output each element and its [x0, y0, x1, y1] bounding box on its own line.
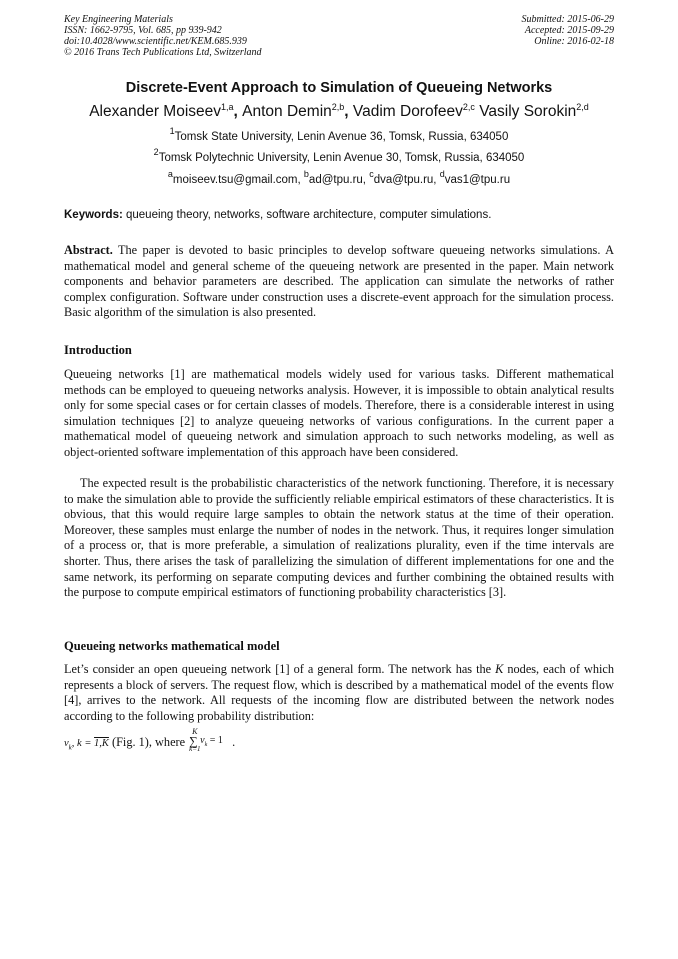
sum-body-v: v [200, 735, 205, 746]
sum-upper-limit: K [192, 727, 198, 736]
email-address[interactable]: moiseev.tsu@gmail.com, [172, 174, 304, 186]
section-heading-introduction: Introduction [64, 343, 132, 357]
section-heading-model: Queueing networks mathematical model [64, 639, 280, 653]
email-address[interactable]: ad@tpu.ru, [308, 174, 370, 186]
abstract-text: The paper is devoted to basic principles to develop software queueing networks simulations. A mathematical model and general scheme of the queueing network are presented in the paper. Main network components and behavior parameters are described. The application can simulate the networks of rather complex configuration. Software under construction uses a discrete-event approach for the simulation process. Basic algorithm of the simulation is also presented. [64, 243, 614, 320]
sum-lower-limit: k=1 [189, 745, 201, 753]
author-sup: 1,a [221, 102, 234, 112]
affiliation-2 [0, 147, 678, 164]
affiliation-sup: 1 [169, 126, 175, 136]
author-sup: 2,d [576, 102, 589, 112]
model-k-var: K [495, 662, 504, 676]
abstract-label: Abstract. [64, 243, 113, 257]
formula-range: 1,K [94, 738, 109, 749]
author-sup: 2,b [331, 102, 345, 112]
sum-body-eq: = 1 [207, 735, 223, 746]
author-name: Vasily Sorokin [479, 103, 577, 120]
distribution-formula [64, 728, 235, 754]
model-text-a: Let’s consider an open queueing network [1] of a general form. The network has the [64, 662, 496, 676]
keywords-label: Keywords: [64, 209, 123, 221]
sum-sigma: ∑ [189, 734, 198, 748]
keywords [64, 209, 614, 221]
email-sup: d [439, 169, 445, 179]
journal-issn: ISSN: 1662-9795, Vol. 685, pp 939-942 [64, 25, 222, 36]
affiliation-sup: 2 [153, 147, 159, 157]
author-name: Anton Demin [242, 103, 332, 120]
author-list: Alexander Moiseev$^{1,a}$, Anton Demin$^{2,b}$, Vadim Dorofeev$^{2,c}$ Vasily Sorokin$^{2,d}$ [89, 102, 589, 120]
author-name: Vadim Dorofeev [352, 103, 463, 120]
submitted-date: Submitted: 2015-06-29 [521, 14, 614, 25]
email-address[interactable]: dva@tpu.ru, [373, 174, 440, 186]
journal-header [64, 14, 262, 58]
paper-title: Discrete-Event Approach to Simulation of Queueing Networks [125, 80, 553, 96]
sum-body-sub: k [204, 742, 208, 748]
model-paragraph-1 [64, 662, 614, 724]
affiliation-text: Tomsk Polytechnic University, Lenin Avenue 30, Tomsk, Russia, 634050 [158, 152, 525, 164]
sum-body [200, 735, 223, 748]
accepted-date: Accepted: 2015-09-29 [524, 25, 614, 36]
sum-expression [188, 728, 232, 754]
formula-sep: , [71, 738, 78, 749]
intro-paragraph-1: Queueing networks [1] are mathematical models widely used for various tasks. Different mathematical methods can be employed to queueing networks analysis. However, it is impossible to obtain analytical results only for some special cases or for certain classes of models. Therefore, there is a considerable interest in using simulation techniques [2] to analyze queueing networks of various configurations. In the current paper a mathematical model of queueing network and simulation approach to such networks modeling, as well as object-oriented software implementation of this approach have been considered. [64, 367, 614, 459]
formula-v-sub: k [68, 743, 72, 752]
author-sup: 2,c [462, 102, 475, 112]
keywords-text: queueing theory, networks, software architecture, computer simulations. [122, 209, 492, 221]
email-sup: b [303, 169, 309, 179]
email-sup: a [167, 169, 173, 179]
affiliation-1 [0, 126, 678, 143]
abstract [64, 243, 614, 321]
email-sup: c [369, 169, 374, 179]
author-name: Alexander Moiseev [89, 103, 222, 120]
formula-fig-ref[interactable]: (Fig. 1), where [108, 735, 189, 749]
formula-v: v [64, 738, 69, 749]
journal-copyright: © 2016 Trans Tech Publications Ltd, Switzerland [64, 47, 262, 58]
email-address[interactable]: vas1@tpu.ru [444, 174, 511, 186]
formula-end: . [232, 735, 236, 749]
intro-paragraph-2: The expected result is the probabilistic characteristics of the network functioning. Therefore, it is necessary to make the simulation able to provide the sufficiently reliable empirical estimators of these characteristics. It is obvious, that this would require large samples to obtain the network status at the time of their operation. Moreover, these samples must enlarge the number of nodes in the network. Thus, it requires longer simulation of a process or, that is more preferable, a simulation of realizations plurality, even if the time intervals are shorter. Thus, there arises the task of parallelizing the simulation of different implementations for one and the same network, its performing on separate computing devices and further combining the obtained results with the purpose to compute empirical estimators of functioning probability characteristics [3]. [64, 476, 614, 600]
journal-name: Key Engineering Materials [64, 14, 173, 25]
dates-header [522, 14, 615, 47]
affiliation-text: Tomsk State University, Lenin Avenue 36, Tomsk, Russia, 634050 [174, 131, 509, 143]
email-list [0, 169, 678, 186]
model-text-b: nodes, each of which represents a block of servers. The request flow, which is described by a mathematical model of the events flow [4], arrives to the network. All requests of the incoming flow are distributed between the network nodes according to the following probability distribution: [64, 662, 614, 723]
formula-k-eq: k = [77, 738, 95, 749]
journal-doi[interactable]: doi:10.4028/www.scientific.net/KEM.685.939 [64, 36, 247, 47]
online-date: Online: 2016-02-18 [534, 36, 614, 47]
